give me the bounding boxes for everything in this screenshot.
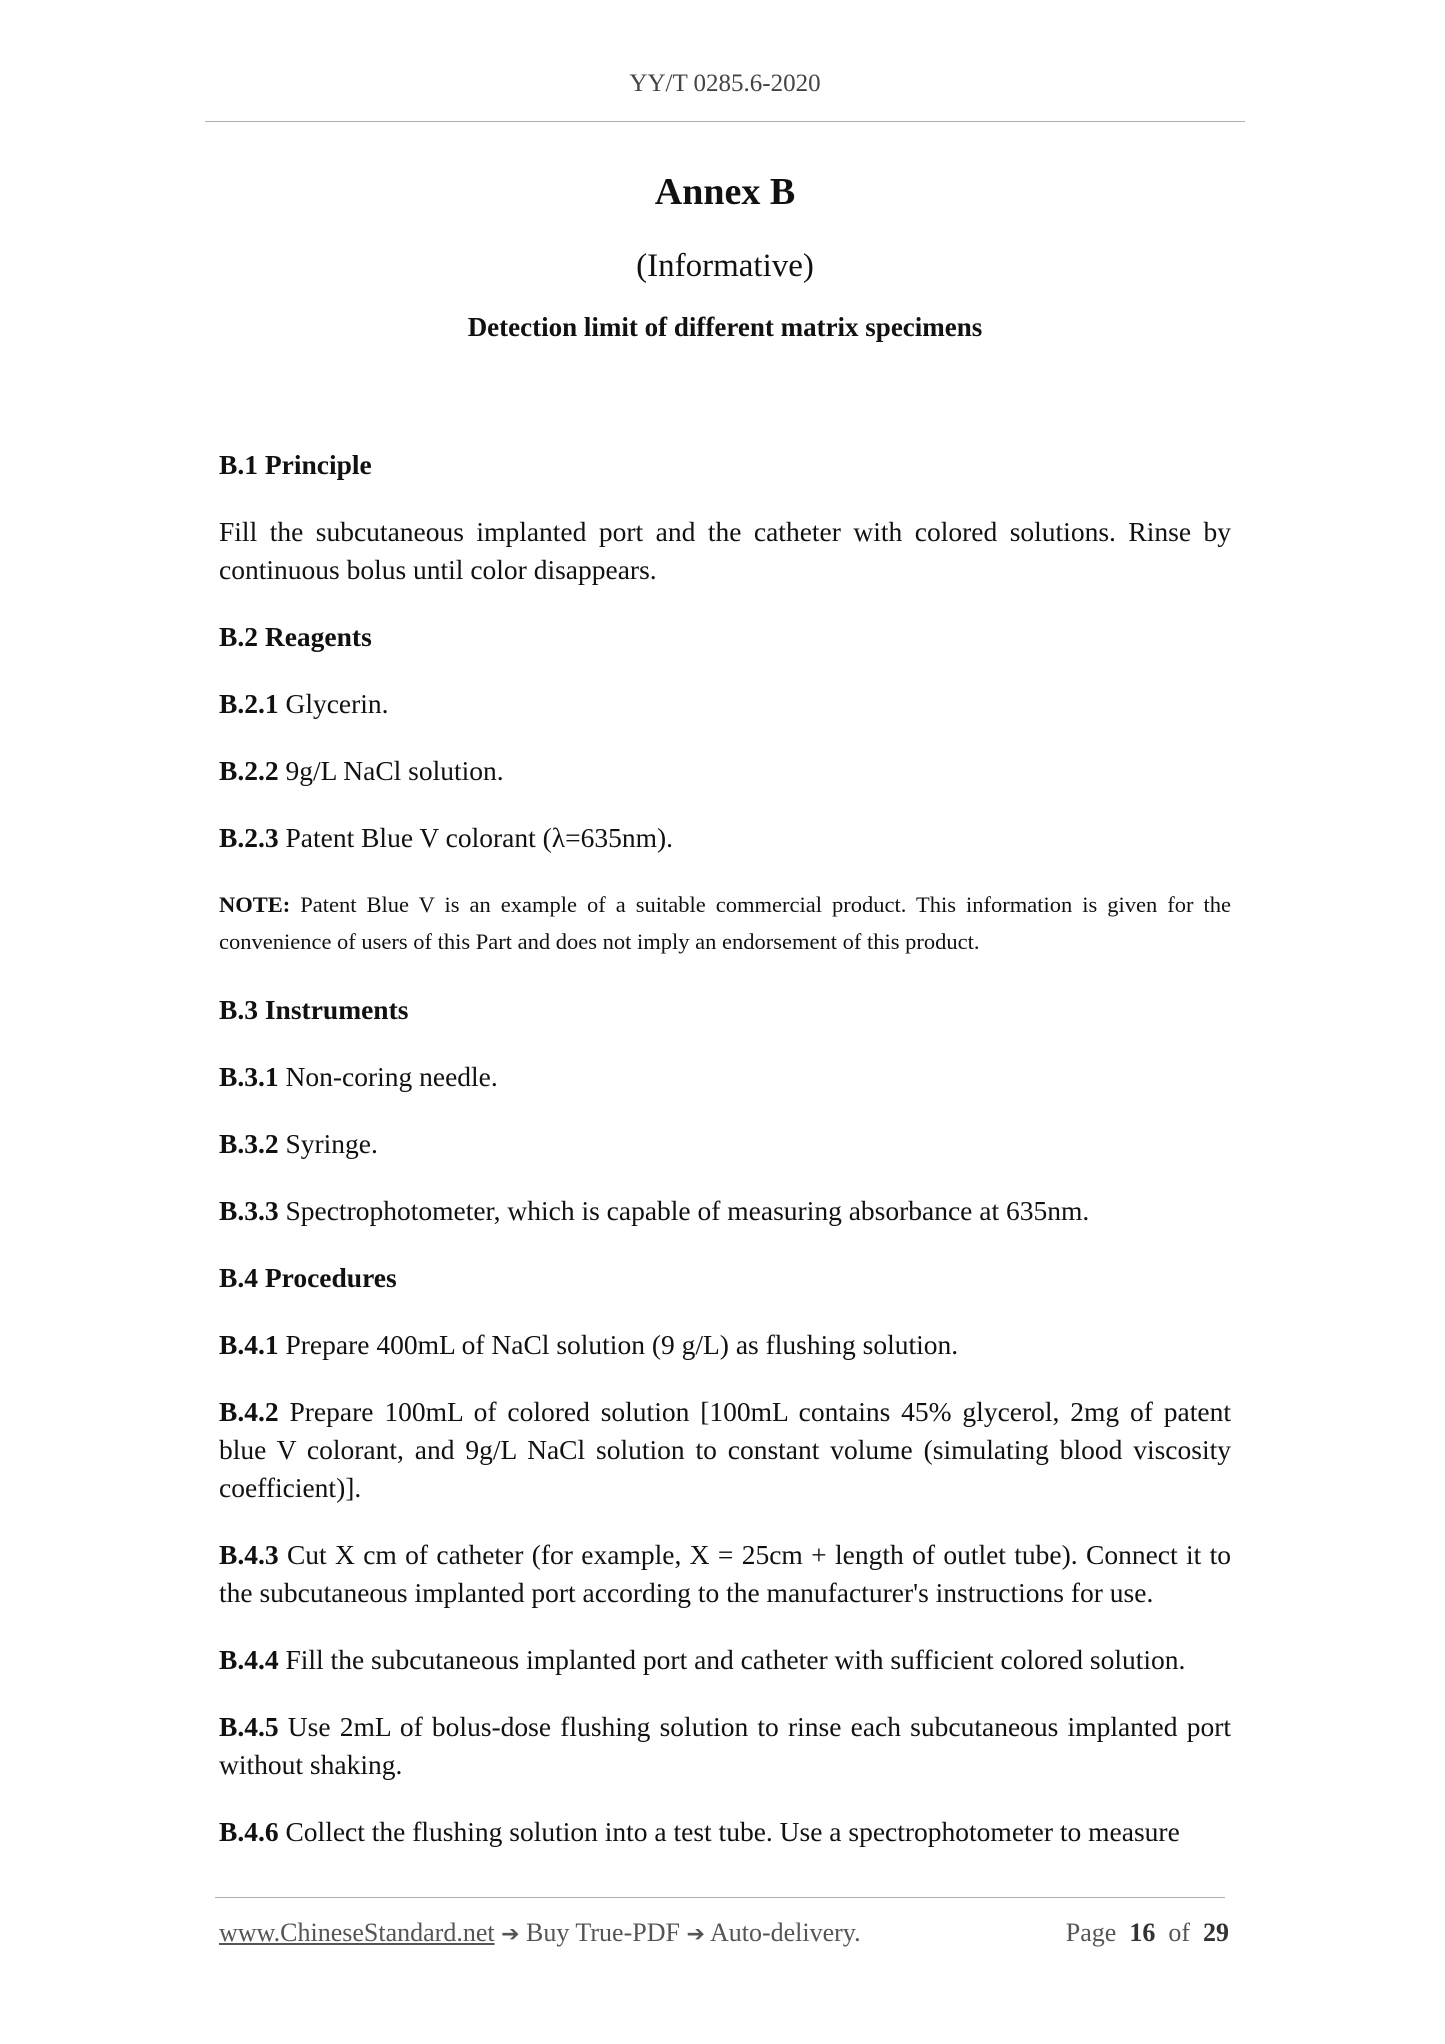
document-body	[219, 446, 1231, 1880]
clause-number: B.2.1	[219, 688, 279, 719]
clause-number: B.4.3	[219, 1539, 279, 1570]
clause-text: Syringe.	[285, 1128, 378, 1159]
site-link[interactable]: www.ChineseStandard.net	[219, 1918, 495, 1947]
clause-number: B.4.5	[219, 1711, 279, 1742]
clause-b-4-2	[219, 1393, 1231, 1507]
clause-b-4-4	[219, 1641, 1231, 1679]
clause-number: B.3.1	[219, 1061, 279, 1092]
buy-true-pdf-text: Buy True-PDF	[526, 1918, 680, 1947]
page-indicator	[1066, 1918, 1229, 1948]
clause-b-2-3	[219, 819, 1231, 857]
section-heading-b4: B.4 Procedures	[219, 1262, 397, 1293]
arrow-right-icon: ➔	[501, 1922, 520, 1947]
clause-number: B.4.2	[219, 1396, 279, 1427]
clause-number: B.2.2	[219, 755, 279, 786]
clause-b-4-1	[219, 1326, 1231, 1364]
section-heading-b2: B.2 Reagents	[219, 621, 372, 652]
clause-b-3-1	[219, 1058, 1231, 1096]
page-footer	[219, 1918, 1229, 1948]
clause-b-4-3	[219, 1536, 1231, 1612]
clause-b-4-6	[219, 1813, 1231, 1851]
clause-text: 9g/L NaCl solution.	[285, 755, 504, 786]
page-label: Page	[1065, 1918, 1117, 1947]
clause-number: B.4.6	[219, 1816, 279, 1847]
note-paragraph	[219, 886, 1231, 960]
clause-number: B.3.2	[219, 1128, 279, 1159]
clause-b-2-1	[219, 685, 1231, 723]
clause-text: Glycerin.	[285, 688, 389, 719]
clause-b-3-2	[219, 1125, 1231, 1163]
annex-subtitle: (Informative)	[636, 248, 814, 284]
arrow-right-icon: ➔	[686, 1922, 705, 1947]
clause-text: Prepare 100mL of colored solution [100mL contains 45% glycerol, 2mg of patent blue V colorant, and 9g/L NaCl solution to constant volume (simulating blood viscosity coefficient)].	[219, 1396, 1232, 1503]
clause-number: B.3.3	[219, 1195, 279, 1226]
note-text: Patent Blue V is an example of a suitable commercial product. This information is given for the convenience of users of this Part and does not imply an endorsement of this product.	[219, 892, 1232, 954]
section-heading-b1: B.1 Principle	[219, 449, 372, 480]
clause-b-3-3	[219, 1192, 1231, 1230]
auto-delivery-text: Auto-delivery.	[709, 1918, 861, 1947]
document-code-header: YY/T 0285.6-2020	[629, 70, 821, 97]
annex-title: Annex B	[654, 171, 796, 213]
clause-number: B.4.4	[219, 1644, 279, 1675]
clause-b-4-5	[219, 1708, 1231, 1784]
clause-number: B.4.1	[219, 1329, 279, 1360]
annex-caption: Detection limit of different matrix specimens	[467, 312, 983, 342]
note-label: NOTE:	[219, 892, 291, 917]
page-total: 29	[1203, 1918, 1229, 1947]
clause-text: Spectrophotometer, which is capable of measuring absorbance at 635nm.	[285, 1195, 1090, 1226]
clause-text: Prepare 400mL of NaCl solution (9 g/L) as flushing solution.	[285, 1329, 959, 1360]
section-heading-b3: B.3 Instruments	[219, 994, 409, 1025]
of-label: of	[1168, 1918, 1190, 1947]
paragraph-b1: Fill the subcutaneous implanted port and the catheter with colored solutions. Rinse by continuous bolus until color disappears.	[219, 516, 1231, 585]
clause-text: Collect the flushing solution into a test tube. Use a spectrophotometer to measure	[285, 1816, 1180, 1847]
clause-text: Patent Blue V colorant (λ=635nm).	[285, 822, 674, 853]
clause-text: Cut X cm of catheter (for example, X = 25cm + length of outlet tube). Connect it to the subcutaneous implanted port according to the manufacturer's instructions for use.	[219, 1539, 1232, 1608]
header-divider	[205, 121, 1245, 122]
page-number: 16	[1129, 1918, 1156, 1947]
footer-divider	[215, 1897, 1225, 1898]
clause-text: Use 2mL of bolus-dose flushing solution to rinse each subcutaneous implanted port without shaking.	[219, 1711, 1231, 1780]
clause-b-2-2	[219, 752, 1231, 790]
clause-text: Fill the subcutaneous implanted port and catheter with sufficient colored solution.	[285, 1644, 1186, 1675]
clause-number: B.2.3	[219, 822, 279, 853]
clause-text: Non-coring needle.	[285, 1061, 498, 1092]
